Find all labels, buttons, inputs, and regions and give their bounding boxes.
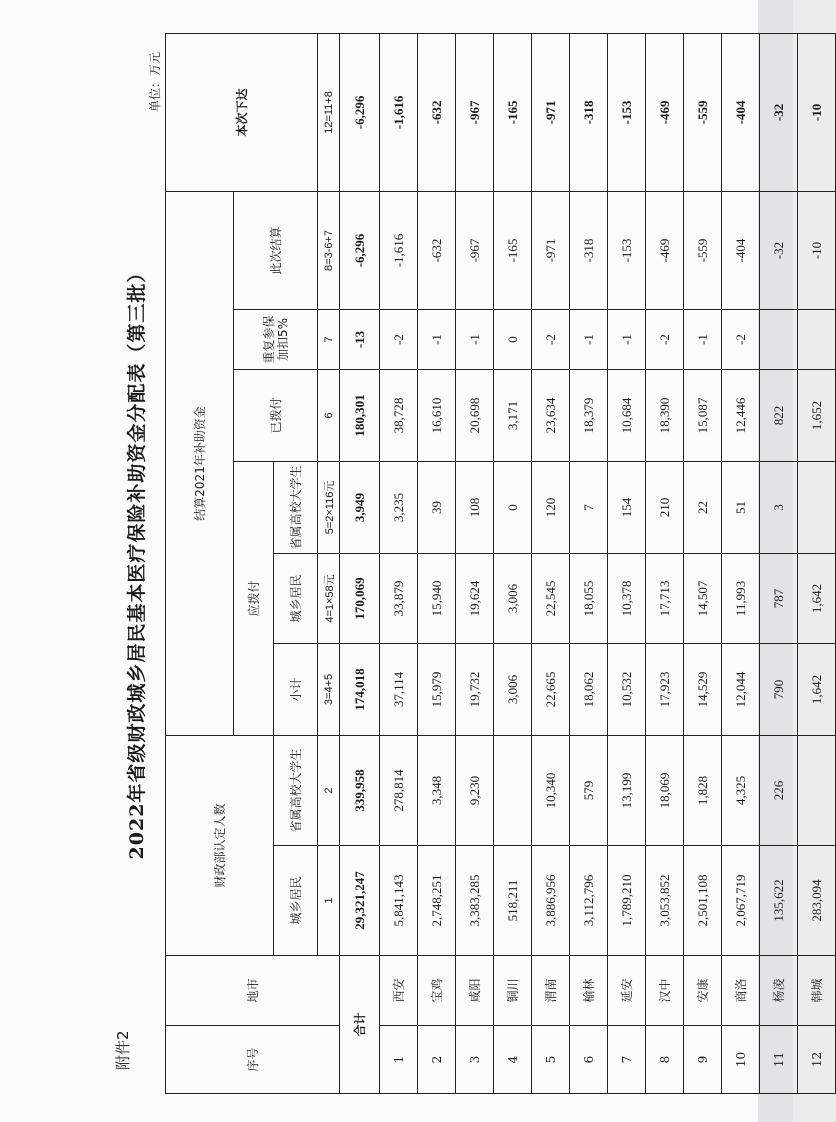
formula-c7: 7 (318, 309, 340, 369)
cell-dup (798, 309, 836, 369)
cell-college: 18,069 (646, 735, 684, 845)
total-row (340, 33, 380, 1093)
cell-settle: -404 (722, 191, 760, 309)
cell-due-urban: 15,940 (418, 553, 456, 643)
cell-college: 4,325 (722, 735, 760, 845)
cell-urban: 283,094 (798, 846, 836, 956)
cell-seq: 9 (684, 1026, 722, 1094)
allocation-table (165, 33, 836, 1094)
cell-paid: 18,390 (646, 369, 684, 461)
formula-c2: 2 (318, 735, 340, 845)
cell-due-college: 39 (418, 461, 456, 553)
cell-due-college: 22 (684, 461, 722, 553)
cell-seq: 12 (798, 1026, 836, 1094)
cell-settle: -971 (532, 191, 570, 309)
total-urban: 29,321,247 (340, 846, 380, 956)
cell-settle: -153 (608, 191, 646, 309)
cell-due-urban: 1,642 (798, 553, 836, 643)
header-college: 省属高校大学生 (274, 735, 318, 845)
cell-subtotal: 18,062 (570, 643, 608, 735)
cell-dup: -2 (532, 309, 570, 369)
formula-c4: 4=1×58元 (318, 553, 340, 643)
document-title: 2022年省级财政城乡居民基本医疗保险补助资金分配表（第三批） (126, 262, 148, 860)
cell-paid: 822 (760, 369, 798, 461)
cell-city: 杨凌 (760, 956, 798, 1026)
cell-city: 渭南 (532, 956, 570, 1026)
cell-city: 商洛 (722, 956, 760, 1026)
total-due-urban: 170,069 (340, 553, 380, 643)
cell-city: 宝鸡 (418, 956, 456, 1026)
header-settle: 此次结算 (234, 191, 318, 309)
cell-college (494, 735, 532, 845)
table-row (722, 33, 760, 1093)
cell-paid: 1,652 (798, 369, 836, 461)
cell-seq: 11 (760, 1026, 798, 1094)
header-issue: 本次下达 (166, 33, 318, 191)
cell-subtotal: 10,532 (608, 643, 646, 735)
table-row (760, 33, 798, 1093)
cell-due-college: 3,235 (380, 461, 418, 553)
header-seq: 序号 (166, 1026, 340, 1094)
cell-issue: -469 (646, 33, 684, 191)
table-row (456, 33, 494, 1093)
cell-issue: -153 (608, 33, 646, 191)
cell-due-urban: 22,545 (532, 553, 570, 643)
formula-c8: 8=3-6+7 (318, 191, 340, 309)
table-row (608, 33, 646, 1093)
total-due-college: 3,949 (340, 461, 380, 553)
cell-settle: -10 (798, 191, 836, 309)
cell-issue: -32 (760, 33, 798, 191)
cell-settle: -1,616 (380, 191, 418, 309)
cell-city: 汉中 (646, 956, 684, 1026)
unit-label: 单位：万元 (148, 52, 162, 113)
cell-seq: 7 (608, 1026, 646, 1094)
cell-due-college: 108 (456, 461, 494, 553)
table-row (380, 33, 418, 1093)
cell-paid: 10,684 (608, 369, 646, 461)
cell-city: 延安 (608, 956, 646, 1026)
cell-due-college: 51 (722, 461, 760, 553)
cell-subtotal: 14,529 (684, 643, 722, 735)
cell-due-college: 120 (532, 461, 570, 553)
attachment-label: 附件2 (114, 1030, 132, 1070)
cell-paid: 23,634 (532, 369, 570, 461)
cell-seq: 10 (722, 1026, 760, 1094)
cell-due-urban: 19,624 (456, 553, 494, 643)
cell-seq: 8 (646, 1026, 684, 1094)
cell-due-urban: 787 (760, 553, 798, 643)
cell-settle: -318 (570, 191, 608, 309)
cell-paid: 38,728 (380, 369, 418, 461)
cell-paid: 16,610 (418, 369, 456, 461)
cell-paid: 20,698 (456, 369, 494, 461)
cell-issue: -10 (798, 33, 836, 191)
header-due-urban: 城乡居民 (274, 553, 318, 643)
cell-issue: -971 (532, 33, 570, 191)
header-dup-deduct: 重复参保加扣5% (234, 309, 318, 369)
cell-college (798, 735, 836, 845)
cell-due-urban: 33,879 (380, 553, 418, 643)
cell-dup: -1 (570, 309, 608, 369)
header-settle-group: 结算2021年补助资金 (166, 191, 234, 735)
cell-settle: -632 (418, 191, 456, 309)
cell-due-urban: 10,378 (608, 553, 646, 643)
header-city: 地市 (166, 956, 340, 1026)
cell-due-college: 0 (494, 461, 532, 553)
cell-issue: -165 (494, 33, 532, 191)
cell-city: 咸阳 (456, 956, 494, 1026)
cell-urban: 1,789,210 (608, 846, 646, 956)
cell-paid: 15,087 (684, 369, 722, 461)
cell-dup: -1 (684, 309, 722, 369)
total-label: 合计 (340, 956, 380, 1094)
cell-dup: -1 (456, 309, 494, 369)
cell-dup: -1 (418, 309, 456, 369)
cell-subtotal: 17,923 (646, 643, 684, 735)
cell-issue: -318 (570, 33, 608, 191)
total-paid: 180,301 (340, 369, 380, 461)
cell-dup: -1 (608, 309, 646, 369)
cell-due-college (798, 461, 836, 553)
cell-subtotal: 37,114 (380, 643, 418, 735)
total-dup: -13 (340, 309, 380, 369)
cell-paid: 18,379 (570, 369, 608, 461)
header-due-college: 省属高校大学生 (274, 461, 318, 553)
table-row (532, 33, 570, 1093)
cell-urban: 3,383,285 (456, 846, 494, 956)
cell-subtotal: 1,642 (798, 643, 836, 735)
cell-seq: 2 (418, 1026, 456, 1094)
cell-issue: -559 (684, 33, 722, 191)
cell-college: 9,230 (456, 735, 494, 845)
cell-urban: 3,112,796 (570, 846, 608, 956)
cell-paid: 12,446 (722, 369, 760, 461)
cell-due-college: 7 (570, 461, 608, 553)
total-issue: -6,296 (340, 33, 380, 191)
formula-c6: 6 (318, 369, 340, 461)
header-subtotal: 小计 (274, 643, 318, 735)
cell-seq: 6 (570, 1026, 608, 1094)
cell-settle: -559 (684, 191, 722, 309)
cell-seq: 4 (494, 1026, 532, 1094)
header-urban-rural: 城乡居民 (274, 846, 318, 956)
cell-settle: -469 (646, 191, 684, 309)
cell-college: 13,199 (608, 735, 646, 845)
cell-urban: 3,053,852 (646, 846, 684, 956)
cell-college: 1,828 (684, 735, 722, 845)
cell-city: 安康 (684, 956, 722, 1026)
cell-dup (760, 309, 798, 369)
cell-subtotal: 3,006 (494, 643, 532, 735)
cell-due-urban: 11,993 (722, 553, 760, 643)
cell-urban: 518,211 (494, 846, 532, 956)
cell-due-college: 3 (760, 461, 798, 553)
cell-due-college: 154 (608, 461, 646, 553)
cell-subtotal: 15,979 (418, 643, 456, 735)
cell-seq: 1 (380, 1026, 418, 1094)
cell-due-urban: 17,713 (646, 553, 684, 643)
cell-college: 226 (760, 735, 798, 845)
table-row (646, 33, 684, 1093)
cell-paid: 3,171 (494, 369, 532, 461)
total-college: 339,958 (340, 735, 380, 845)
cell-settle: -967 (456, 191, 494, 309)
cell-issue: -967 (456, 33, 494, 191)
header-paid: 已拨付 (234, 369, 318, 461)
total-subtotal: 174,018 (340, 643, 380, 735)
cell-college: 10,340 (532, 735, 570, 845)
formula-c1: 1 (318, 846, 340, 956)
cell-urban: 2,501,108 (684, 846, 722, 956)
cell-subtotal: 22,665 (532, 643, 570, 735)
table-row (494, 33, 532, 1093)
cell-issue: -1,616 (380, 33, 418, 191)
cell-city: 铜川 (494, 956, 532, 1026)
cell-city: 韩城 (798, 956, 836, 1026)
cell-subtotal: 19,732 (456, 643, 494, 735)
table-row (570, 33, 608, 1093)
cell-dup: 0 (494, 309, 532, 369)
cell-due-college: 210 (646, 461, 684, 553)
cell-college: 3,348 (418, 735, 456, 845)
cell-settle: -32 (760, 191, 798, 309)
cell-city: 榆林 (570, 956, 608, 1026)
cell-subtotal: 12,044 (722, 643, 760, 735)
cell-urban: 135,622 (760, 846, 798, 956)
formula-c12: 12=11+8 (318, 33, 340, 191)
cell-dup: -2 (380, 309, 418, 369)
formula-c3: 3=4+5 (318, 643, 340, 735)
cell-issue: -632 (418, 33, 456, 191)
header-finance-group: 财政部认定人数 (166, 735, 274, 955)
cell-seq: 5 (532, 1026, 570, 1094)
table-row (418, 33, 456, 1093)
total-settle: -6,296 (340, 191, 380, 309)
cell-college: 278,814 (380, 735, 418, 845)
cell-college: 579 (570, 735, 608, 845)
header-due: 应拨付 (234, 461, 274, 735)
table-row (798, 33, 836, 1093)
cell-issue: -404 (722, 33, 760, 191)
cell-due-urban: 18,055 (570, 553, 608, 643)
formula-c5: 5=2×116元 (318, 461, 340, 553)
cell-urban: 2,067,719 (722, 846, 760, 956)
cell-city: 西安 (380, 956, 418, 1026)
table-row (684, 33, 722, 1093)
cell-due-urban: 3,006 (494, 553, 532, 643)
cell-dup: -2 (722, 309, 760, 369)
cell-subtotal: 790 (760, 643, 798, 735)
cell-due-urban: 14,507 (684, 553, 722, 643)
cell-urban: 2,748,251 (418, 846, 456, 956)
cell-seq: 3 (456, 1026, 494, 1094)
cell-urban: 3,886,956 (532, 846, 570, 956)
cell-settle: -165 (494, 191, 532, 309)
cell-urban: 5,841,143 (380, 846, 418, 956)
cell-dup: -2 (646, 309, 684, 369)
